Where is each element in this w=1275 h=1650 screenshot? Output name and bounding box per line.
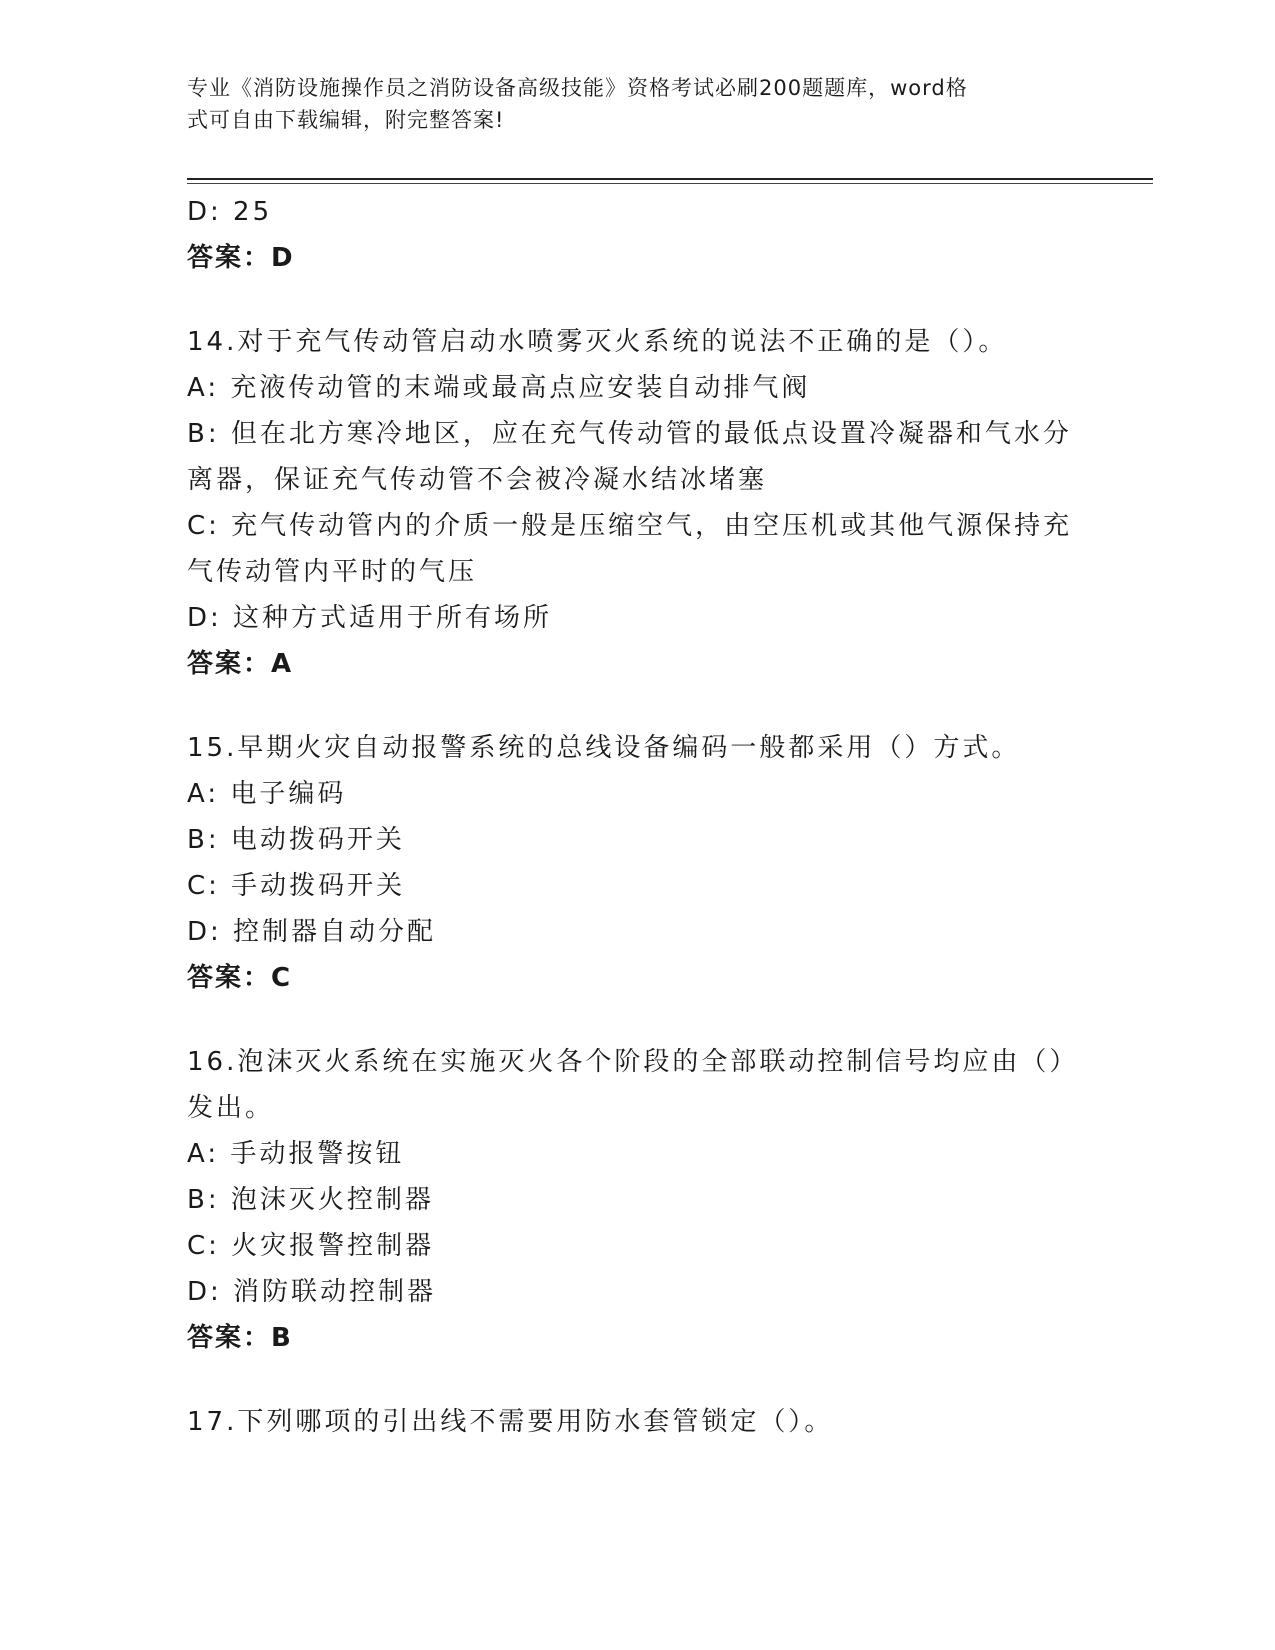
page-header <box>187 72 1087 136</box>
question-16-stem: 16.泡沫灭火系统在实施灭火各个阶段的全部联动控制信号均应由（） <box>187 1047 1079 1077</box>
question-15-option-b: B: 电动拨码开关 <box>187 825 405 855</box>
question-14-option-c: C: 充气传动管内的介质一般是压缩空气，由空压机或其他气源保持充 <box>187 511 1073 541</box>
header-line-1: 专业《消防设施操作员之消防设备高级技能》资格考试必刷200题题库，word格 <box>187 76 968 100</box>
question-14-option-b-cont: 离器，保证充气传动管不会被冷凝水结冰堵塞 <box>187 465 768 495</box>
question-14-option-c-cont: 气传动管内平时的气压 <box>187 557 478 587</box>
question-17-stem: 17.下列哪项的引出线不需要用防水套管锁定（）。 <box>187 1407 834 1437</box>
header-divider-thick <box>187 178 1153 180</box>
spacer <box>187 1001 1087 1039</box>
question-14-option-d: D: 这种方式适用于所有场所 <box>187 603 553 633</box>
spacer <box>187 687 1087 725</box>
question-content <box>187 189 1087 1445</box>
question-14-answer: 答案：A <box>187 649 294 679</box>
question-16-option-c: C: 火灾报警控制器 <box>187 1231 435 1261</box>
question-14-option-a: A: 充液传动管的末端或最高点应安装自动排气阀 <box>187 373 811 403</box>
question-16-option-b: B: 泡沫灭火控制器 <box>187 1185 434 1215</box>
question-15-answer: 答案：C <box>187 963 293 993</box>
question-16-answer: 答案：B <box>187 1323 293 1353</box>
question-15-option-c: C: 手动拨码开关 <box>187 871 406 901</box>
question-16-option-d: D: 消防联动控制器 <box>187 1277 437 1307</box>
question-15-option-a: A: 电子编码 <box>187 779 347 809</box>
prev-option-d: D: 25 <box>187 197 273 227</box>
question-15-option-d: D: 控制器自动分配 <box>187 917 437 947</box>
spacer <box>187 281 1087 319</box>
prev-answer: 答案：D <box>187 243 295 273</box>
question-16-option-a: A: 手动报警按钮 <box>187 1139 405 1169</box>
header-divider-thin <box>187 183 1153 184</box>
header-line-2: 式可自由下载编辑，附完整答案! <box>187 108 505 132</box>
question-16-stem-cont: 发出。 <box>187 1093 275 1123</box>
question-14-stem: 14.对于充气传动管启动水喷雾灭火系统的说法不正确的是（）。 <box>187 327 1008 357</box>
question-14-option-b: B: 但在北方寒冷地区，应在充气传动管的最低点设置冷凝器和气水分 <box>187 419 1072 449</box>
spacer <box>187 1361 1087 1399</box>
question-15-stem: 15.早期火灾自动报警系统的总线设备编码一般都采用（）方式。 <box>187 733 1021 763</box>
